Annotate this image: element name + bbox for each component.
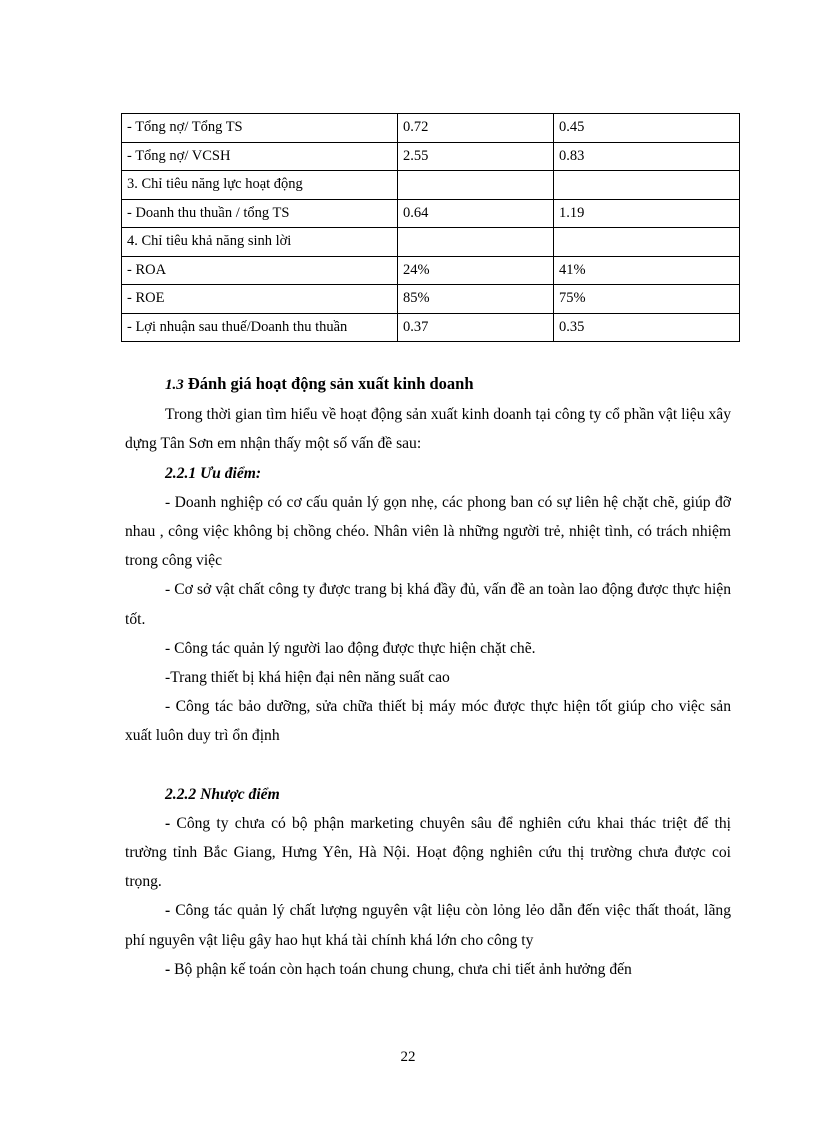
table-cell-value (398, 171, 554, 200)
table-cell-value: 0.45 (554, 114, 740, 143)
weakness-text: Công tác quản lý chất lượng nguyên vật liệu còn lỏng lẻo dẫn đến việc thất thoát, lãng phí nguyên vật liệu gây hao hụt khá tài chính khá lớn cho công ty (125, 902, 731, 949)
strength-item: - Công tác bảo dưỡng, sửa chữa thiết bị máy móc được thực hiện tốt giúp cho việc sản xuất luôn duy trì ổn định (125, 698, 731, 745)
page-number: 22 (400, 1049, 416, 1065)
financial-ratio-table (121, 113, 740, 342)
table-row (122, 256, 740, 285)
table-cell-value: 85% (398, 285, 554, 314)
table-cell-value: 1.19 (554, 199, 740, 228)
intro-paragraph: Trong thời gian tìm hiểu về hoạt động sản xuất kinh doanh tại công ty cổ phần vật liệu xây dựng Tân Sơn em nhận thấy một số vấn đề sau: (125, 406, 731, 453)
table-cell-value: 0.72 (398, 114, 554, 143)
table-cell-label: 3. Chỉ tiêu năng lực hoạt động (122, 171, 398, 200)
strengths-heading: 2.2.1 Ưu điểm: (165, 464, 262, 482)
table-cell-label: 4. Chỉ tiêu khả năng sinh lời (122, 228, 398, 257)
table-cell-label: - Tổng nợ/ VCSH (122, 142, 398, 171)
table-cell-value: 0.64 (398, 199, 554, 228)
bullet-dash: - (165, 960, 171, 978)
table-row (122, 313, 740, 342)
bullet-dash: - (165, 902, 171, 920)
table-cell-value: 24% (398, 256, 554, 285)
table-cell-label: - ROE (122, 285, 398, 314)
table-row (122, 199, 740, 228)
table-cell-label: - Lợi nhuận sau thuế/Doanh thu thuần (122, 313, 398, 342)
table-row (122, 142, 740, 171)
table-cell-value: 75% (554, 285, 740, 314)
weakness-text: Bộ phận kế toán còn hạch toán chung chung, chưa chi tiết ảnh hưởng đến (170, 960, 632, 978)
strength-item: - Doanh nghiệp có cơ cấu quản lý gọn nhẹ, các phong ban có sự liên hệ chặt chẽ, giúp đỡ nhau , công việc không bị chồng chéo. Nhân viên là những người trẻ, nhiệt tình, có trách nhiệm trong công việc (125, 493, 731, 570)
weakness-item (125, 955, 731, 984)
weaknesses-heading: 2.2.2 Nhược điểm (165, 785, 280, 803)
table-cell-value (554, 228, 740, 257)
section-number: 1.3 (165, 377, 184, 393)
table-cell-value: 0.37 (398, 313, 554, 342)
section-heading (125, 369, 731, 400)
table-cell-value: 0.35 (554, 313, 740, 342)
weakness-item (125, 896, 731, 954)
section-title: Đánh giá hoạt động sản xuất kinh doanh (187, 374, 474, 393)
table-cell-label: - Doanh thu thuần / tổng TS (122, 199, 398, 228)
table-cell-label: - ROA (122, 256, 398, 285)
table-cell-value: 41% (554, 256, 740, 285)
table-cell-value: 0.83 (554, 142, 740, 171)
table-row (122, 228, 740, 257)
table-cell-value (554, 171, 740, 200)
paragraph-spacer (125, 751, 731, 780)
table-cell-label: - Tổng nợ/ Tổng TS (122, 114, 398, 143)
table-cell-value: 2.55 (398, 142, 554, 171)
weakness-text: Công ty chưa có bộ phận marketing chuyên sâu để nghiên cứu khai thác triệt để thị trường tỉnh Bắc Giang, Hưng Yên, Hà Nội. Hoạt động nghiên cứu thị trường chưa được coi trọng. (125, 814, 731, 891)
bullet-dash: - (165, 814, 171, 832)
strength-item: - Cơ sở vật chất công ty được trang bị khá đầy đủ, vấn đề an toàn lao động được thực hiện tốt. (125, 581, 731, 628)
weakness-item (125, 809, 731, 897)
body-text (125, 369, 731, 984)
table-row (122, 285, 740, 314)
table-row (122, 171, 740, 200)
strength-item: - Công tác quản lý người lao động được thực hiện chặt chẽ. (165, 639, 536, 657)
table-row (122, 114, 740, 143)
strength-item: -Trang thiết bị khá hiện đại nên năng suất cao (165, 669, 450, 687)
table-cell-value (398, 228, 554, 257)
